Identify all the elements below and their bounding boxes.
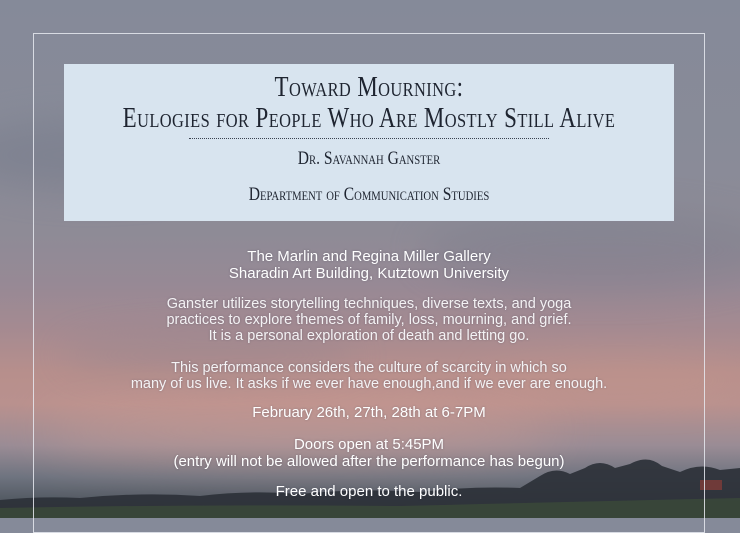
description-line: It is a personal exploration of death and letting go. <box>208 328 530 344</box>
description-paragraph <box>64 296 674 344</box>
event-dates: February 26th, 27th, 28th at 6-7PM <box>252 404 486 421</box>
event-title-line-1: Toward Mourning: <box>274 72 464 103</box>
admission-info: Free and open to the public. <box>275 483 463 500</box>
dotted-divider <box>189 138 549 139</box>
scarcity-line: many of us live. It asks if we ever have enough,and if we ever are enough. <box>130 376 608 392</box>
venue-building: Sharadin Art Building, Kutztown University <box>228 265 510 282</box>
event-title-line-2: Eulogies for People Who Are Mostly Still Alive <box>122 103 616 134</box>
entry-note: (entry will not be allowed after the performance has begun) <box>173 453 565 470</box>
title-panel <box>64 64 674 221</box>
description-line: practices to explore themes of family, loss, mourning, and grief. <box>166 312 572 328</box>
description-line: Ganster utilizes storytelling techniques, diverse texts, and yoga <box>166 296 572 312</box>
scarcity-paragraph <box>64 360 674 392</box>
venue-gallery: The Marlin and Regina Miller Gallery <box>247 248 491 265</box>
presenter-name: Dr. Savannah Ganster <box>297 148 441 169</box>
doors-time: Doors open at 5:45PM <box>293 436 445 453</box>
scarcity-line: This performance considers the culture of scarcity in which so <box>171 360 567 376</box>
venue-info <box>64 248 674 282</box>
department-name: Department of Communication Studies <box>248 184 490 205</box>
doors-info <box>64 436 674 470</box>
